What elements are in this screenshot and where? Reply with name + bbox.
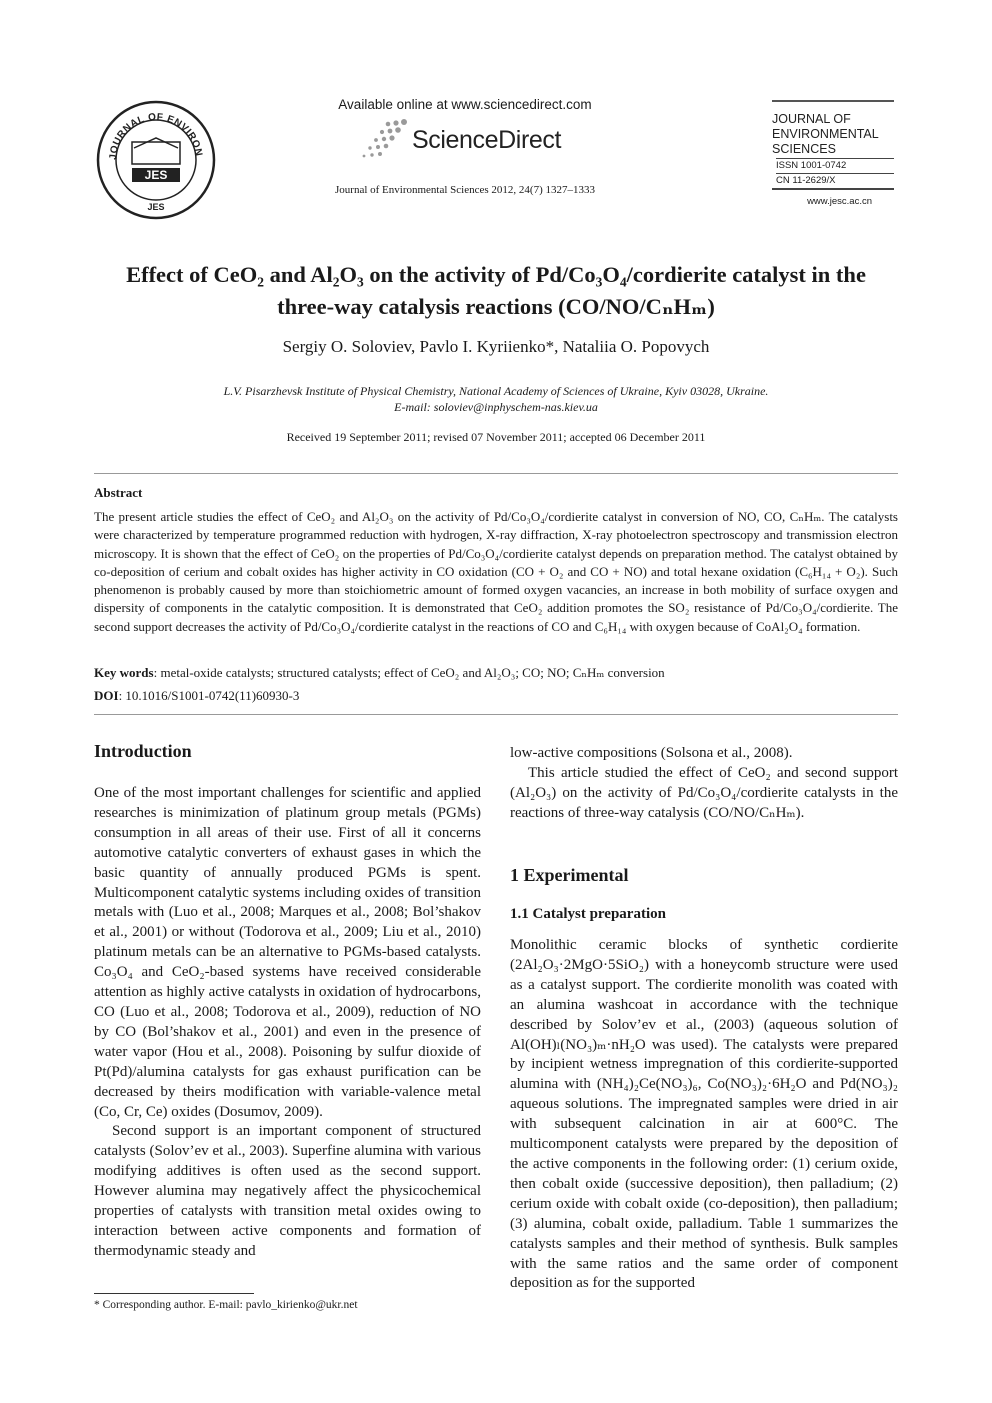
keywords-label: Key words xyxy=(94,665,154,680)
available-online[interactable]: Available online at www.sciencedirect.com xyxy=(338,97,592,112)
contact-email[interactable]: E-mail: soloviev@inphyschem-nas.kiev.ua xyxy=(394,400,598,414)
doi-value[interactable]: : 10.1016/S1001-0742(11)60930-3 xyxy=(118,688,300,703)
paragraph: One of the most important challenges for scientific and applied researches is minimization of platinum group metals (PGMs) consumption in all areas of their use. First of all it concerns automotive catalytic converters of exhaust gases in which the basic quantity of annually produced PGMs is spent. Multicomponent catalytic systems including oxides of transition metals with (Luo et al., 2008; Marques et al., 2008; Bol’shakov et al., 2001) or without (Todorova et al., 2009; Liu et al., 2010) platinum metals can be an alternative to PGMs-based catalysts. Co₃O₄ and CeO₂-based systems have received considerable attention as highly active catalysts in oxidation of hydrocarbons, CO (Luo et al., 2008; Todorova et al., 2009), reduction of NO by CO (Bol’shakov et al., 2001) and even in the presence of water vapor (Hou et al., 2008). Poisoning by sulfur dioxide of Pt(Pd)/alumina catalysts for gas exhaust purification can be decreased by theirs modification with variable-valence metal (Co, Cr, Ce) oxides (Dosumov, 2009). xyxy=(94,785,481,1120)
journal-name-line: SCIENCES xyxy=(772,142,836,156)
right-column xyxy=(510,936,898,1294)
title-line-2: three-way catalysis reactions (CO/NO/CₙHₘ) xyxy=(277,294,715,319)
svg-text:JOURNAL OF ENVIRONMENTAL SCIEN xyxy=(94,98,204,160)
divider xyxy=(94,714,898,715)
keywords-text: : metal-oxide catalysts; structured catalysts; effect of CeO₂ and Al₂O₃; CO; NO; CₙHₘ conversion xyxy=(153,665,665,680)
divider xyxy=(776,158,894,159)
authors: Sergiy O. Soloviev, Pavlo I. Kyriienko*, Nataliia O. Popovych xyxy=(282,337,710,356)
title-line-1: Effect of CeO₂ and Al₂O₃ on the activity of Pd/Co₃O₄/cordierite catalyst in the xyxy=(126,262,866,287)
journal-name-line: JOURNAL OF xyxy=(772,112,851,126)
right-column-top xyxy=(510,744,898,824)
section-heading-introduction: Introduction xyxy=(94,741,192,761)
issn: ISSN 1001-0742 xyxy=(776,160,847,171)
affiliation: L.V. Pisarzhevsk Institute of Physical Chemistry, National Academy of Sciences of Ukraine, Kyiv 03028, Ukraine. xyxy=(223,384,769,398)
cn-number: CN 11-2629/X xyxy=(776,175,836,186)
article-title xyxy=(60,259,932,323)
journal-website[interactable]: www.jesc.ac.cn xyxy=(807,196,872,207)
paragraph: Monolithic ceramic blocks of synthetic cordierite (2Al₂O₃·2MgO·5SiO₂) with a honeycomb structure were used as a catalyst support. The cordierite monolith was coated with an alumina washcoat in accordance with the technique described by Solov’ev et al., (2003) (aqueous solution of Al(OH)ₗ(NO₃)ₘ·nH₂O was used). The catalysts were prepared by incipient wetness impregnation of this cordierite-supported alumina with (NH₄)₂Ce(NO₃)₆, Co(NO₃)₂·6H₂O and Pd(NO₃)₂ aqueous solutions. The impregnated samples were dried in air with subsequent calcination in air at 600°C. The multicomponent catalysts were prepared by the deposition of the active components in the following order: (1) cerium oxide, then cobalt oxide (successive deposition), then palladium; (2) cerium oxide with cobalt oxide (co-deposition), then palladium; (3) alumina, cobalt oxide, palladium. Table 1 summarizes the catalysts samples and their method of synthesis. Bulk samples with the same ratios and the same order of component deposition as for the supported xyxy=(510,937,898,1292)
left-column xyxy=(94,784,481,1262)
divider xyxy=(772,188,894,190)
divider xyxy=(94,473,898,474)
logo-badge: JES xyxy=(144,168,168,182)
journal-reference: Journal of Environmental Sciences 2012, 24(7) 1327–1333 xyxy=(335,184,595,196)
affiliation-block xyxy=(60,383,932,415)
doi-label: DOI xyxy=(94,688,119,703)
doi xyxy=(94,688,898,704)
paragraph: This article studied the effect of CeO₂ and second support (Al₂O₃) on the activity of Pd/Co₃O₄/cordierite catalysts in the reactions of three-way catalysis (CO/NO/CₙHₘ). xyxy=(510,764,898,821)
section-heading-experimental: 1 Experimental xyxy=(510,865,629,885)
abstract-heading: Abstract xyxy=(94,485,143,500)
abstract-text: The present article studies the effect of CeO₂ and Al₂O₃ on the activity of Pd/Co₃O₄/cordierite catalyst in conversion of NO, CO, CₙHₘ. The catalysts were characterized by temperature programmed reduction with hydrogen, X-ray diffraction, X-ray photoelectron spectroscopy and transmission electron microscopy. It is shown that the effect of CeO₂ on the properties of Pd/Co₃O₄/cordierite catalyst depends on preparation method. The catalyst obtained by co-deposition of cerium and cobalt oxides has higher activity in CO oxidation (CO + O₂ and CO + NO) and total hexane oxidation (C₆H₁₄ + O₂). Such phenomenon is probably caused by more than stoichiometric amount of formed oxygen vacancies, an increase in both mobility of surface oxygen and dispersity of components in the catalytic composition. It is demonstrated that CeO₂ addition promotes the SO₂ resistance of Pd/Co₃O₄/cordierite. The second support decreases the activity of Pd/Co₃O₄/cordierite catalyst in the reactions of CO and C₆H₁₄ with oxygen because of CoAl₂O₄ formation. xyxy=(94,509,898,634)
sciencedirect-brand: ScienceDirect xyxy=(412,126,562,154)
received-dates: Received 19 September 2011; revised 07 November 2011; accepted 06 December 2011 xyxy=(286,430,706,444)
journal-logo xyxy=(94,98,218,222)
sciencedirect-logo[interactable] xyxy=(352,116,592,160)
journal-name-line: ENVIRONMENTAL xyxy=(772,127,879,141)
footnote-divider xyxy=(94,1293,254,1294)
paragraph: low-active compositions (Solsona et al., 2008). xyxy=(510,745,793,761)
journal-info-box xyxy=(772,100,894,207)
footnote: * Corresponding author. E-mail: pavlo_kirienko@ukr.net xyxy=(94,1299,358,1311)
sciencedirect-dots-icon xyxy=(352,116,410,160)
logo-bottom-text: JES xyxy=(147,202,165,212)
keywords xyxy=(94,665,898,681)
divider xyxy=(772,100,894,102)
subsection-heading-catalyst-preparation: 1.1 Catalyst preparation xyxy=(510,906,666,922)
journal-name xyxy=(772,112,894,157)
divider xyxy=(776,173,894,174)
paragraph: Second support is an important component of structured catalysts (Solov’ev et al., 2003). Superfine alumina with various modifying additives is often used as the second support. However alumina may negatively affect the physicochemical properties of catalysts with transition metal oxides owing to interaction between active components and formation of thermodynamic steady and xyxy=(94,1123,481,1259)
logo-ring-text: JOURNAL OF ENVIRON xyxy=(107,111,204,161)
